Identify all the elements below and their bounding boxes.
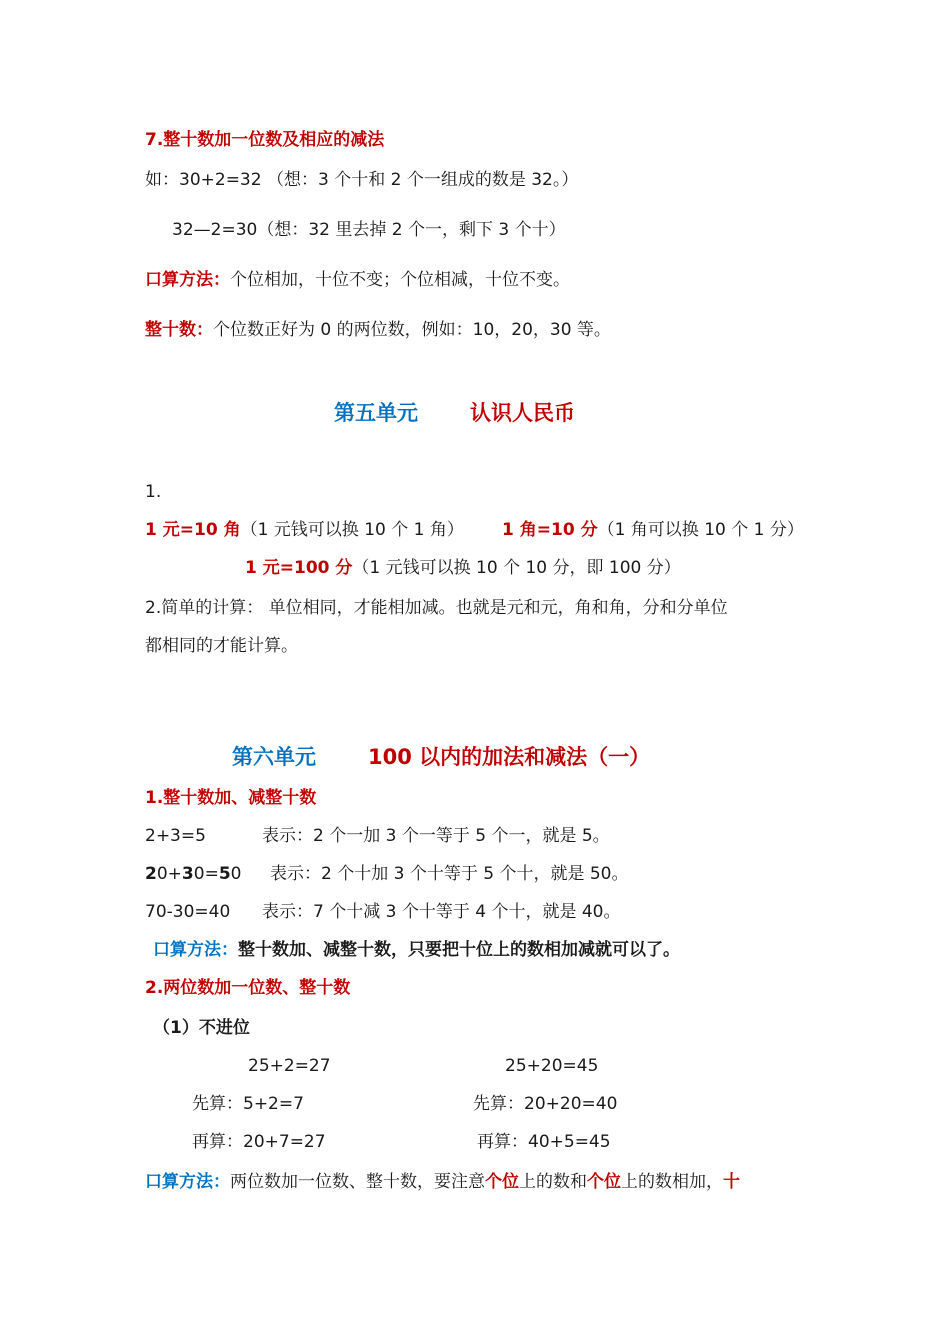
jiao-fen: 1 角=10 分 (502, 520, 598, 540)
section7-example1: 如：30+2=32 （想：3 个十和 2 个一组成的数是 32。） (145, 170, 579, 190)
yuan-jiao: 1 元=10 角 (145, 520, 241, 540)
calc-left-first: 先算：5+2=7 (192, 1094, 304, 1114)
unit5-number: 第五单元 (334, 401, 418, 425)
unit5-heading (334, 398, 575, 428)
method2-highlight: 个位 (587, 1172, 621, 1192)
jiao-fen-note: （1 角可以换 10 个 1 分） (597, 520, 804, 540)
calc-right-equation: 25+20=45 (505, 1056, 599, 1076)
unit5-item2-line2: 都相同的才能计算。 (145, 636, 298, 656)
eq-part: 0= (193, 864, 219, 884)
yuan-fen: 1 元=100 分 (245, 558, 353, 578)
unit6-heading (232, 742, 650, 772)
yuan-jiao-note: （1 元钱可以换 10 个 1 角） (240, 520, 464, 540)
eq-digit: 5 (218, 864, 231, 884)
method2-highlight: 十 (723, 1172, 740, 1192)
method2-label: 口算方法： (145, 1172, 230, 1192)
definition-text: 个位数正好为 0 的两位数，例如：10，20，30 等。 (213, 320, 611, 340)
method2-text: 上的数相加， (621, 1172, 723, 1192)
section7-title: 7.整十数加一位数及相应的减法 (145, 130, 385, 150)
row3-equation: 70-30=40 (145, 902, 231, 922)
eq-digit: 2 (145, 864, 157, 884)
unit5-item2-line1: 2.简单的计算： 单位相同，才能相加减。也就是元和元，角和角，分和分单位 (145, 598, 728, 618)
row1-equation: 2+3=5 (145, 826, 206, 846)
unit5-name: 认识人民币 (470, 401, 575, 425)
unit6-number: 第六单元 (232, 745, 316, 769)
yuan-fen-note: （1 元钱可以换 10 个 10 分，即 100 分） (352, 558, 681, 578)
unit6-sub2-title: 2.两位数加一位数、整十数 (145, 978, 351, 998)
section7-method (145, 268, 570, 292)
unit5-conversion-row1 (145, 518, 464, 542)
eq-part: 0 (230, 864, 242, 884)
unit5-item1-number: 1. (145, 482, 162, 502)
method1-label: 口算方法： (153, 940, 238, 960)
unit6-name: 100 以内的加法和减法（一） (368, 745, 651, 769)
definition-label: 整十数： (145, 320, 213, 340)
calc-right-then: 再算：40+5=45 (477, 1132, 611, 1152)
calc-left-equation: 25+2=27 (248, 1056, 331, 1076)
unit5-conversion-row1b (502, 518, 804, 542)
row3-description: 表示：7 个十减 3 个十等于 4 个十，就是 40。 (262, 902, 621, 922)
method1-text: 整十数加、减整十数，只要把十位上的数相加减就可以了。 (238, 940, 680, 960)
calc-right-first: 先算：20+20=40 (473, 1094, 618, 1114)
calc-left-then: 再算：20+7=27 (192, 1132, 326, 1152)
method-text: 个位相加，十位不变；个位相减，十位不变。 (230, 270, 570, 290)
method2-highlight: 个位 (485, 1172, 519, 1192)
method2-text: 上的数和 (519, 1172, 587, 1192)
unit6-sub1-title: 1.整十数加、减整十数 (145, 788, 317, 808)
row2-equation (145, 862, 241, 886)
unit6-method2 (145, 1170, 740, 1194)
unit6-part1-title: （1）不进位 (153, 1018, 250, 1038)
section7-definition (145, 318, 611, 342)
row1-description: 表示：2 个一加 3 个一等于 5 个一，就是 5。 (262, 826, 610, 846)
unit6-method1 (153, 938, 680, 962)
method2-text: 两位数加一位数、整十数，要注意 (230, 1172, 485, 1192)
row2-description: 表示：2 个十加 3 个十等于 5 个十，就是 50。 (270, 864, 629, 884)
eq-digit: 3 (181, 864, 194, 884)
unit5-conversion-row2 (245, 556, 681, 580)
section7-example2: 32—2=30（想：32 里去掉 2 个一，剩下 3 个十） (172, 220, 566, 240)
eq-part: 0+ (156, 864, 182, 884)
method-label: 口算方法： (145, 270, 230, 290)
